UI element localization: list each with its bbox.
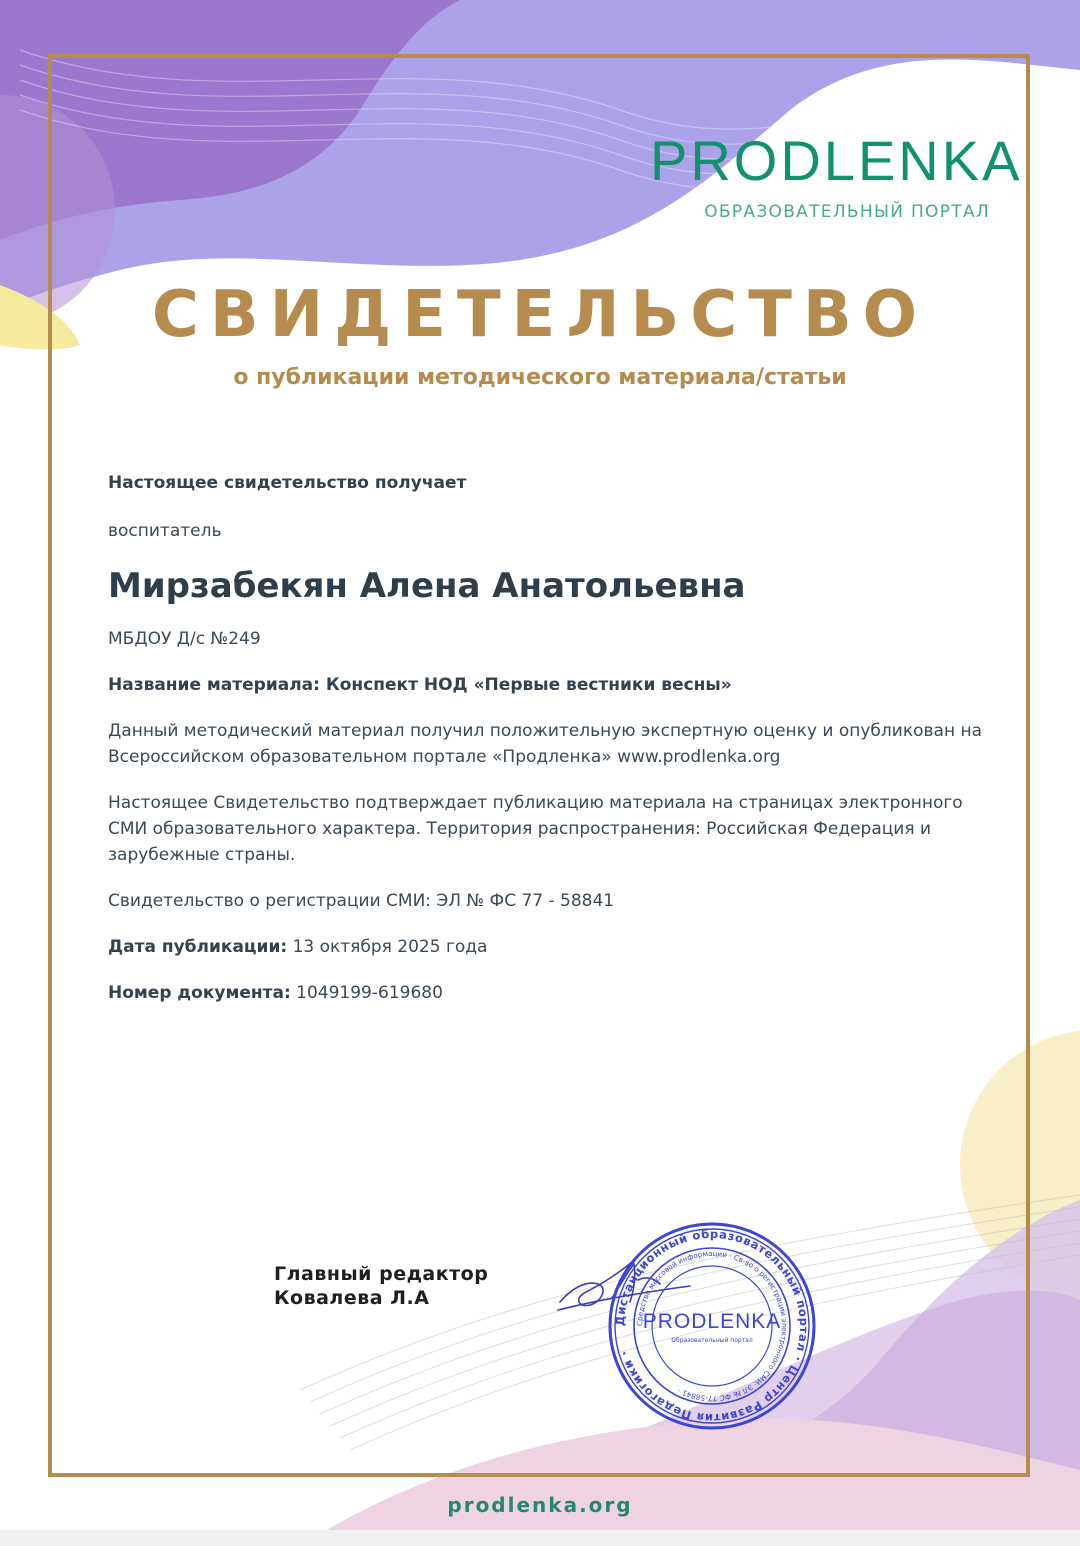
stamp-outer-text: Дистанционный образовательный портал · Центр Развития Педагогики · bbox=[612, 1226, 812, 1426]
brand-block bbox=[650, 129, 1023, 222]
registration-text: Свидетельство о регистрации СМИ: ЭЛ № ФС 77 - 58841 bbox=[108, 891, 615, 911]
footer-url-link[interactable]: prodlenka.org bbox=[447, 1493, 633, 1517]
editor-name: Ковалева Л.А bbox=[274, 1287, 430, 1309]
confirmation-text: Настоящее Свидетельство подтверждает публикацию материала на страницах электронного СМИ образовательного характера. Территория распространения: Российская Федерация и зарубежные страны. bbox=[108, 793, 963, 865]
brand-subtitle: ОБРАЗОВАТЕЛЬНЫЙ ПОРТАЛ bbox=[704, 202, 990, 222]
stamp-inner-text: Средство массовой информации · Св-во о регистрации электронного СМИ: ЭЛ № ФС 77-58841 · bbox=[634, 1248, 790, 1404]
document-number-value: 1049199-619680 bbox=[296, 983, 443, 1003]
material-title: Название материала: Конспект НОД «Первые вестники весны» bbox=[108, 675, 732, 695]
official-stamp bbox=[606, 1220, 818, 1432]
publication-date bbox=[108, 934, 988, 960]
bottom-bar bbox=[0, 1530, 1080, 1546]
document-number bbox=[108, 980, 988, 1006]
stamp-logo-sub: Образовательный портал bbox=[671, 1337, 753, 1344]
document-number-label: Номер документа: bbox=[108, 983, 291, 1003]
publication-date-label: Дата публикации: bbox=[108, 937, 288, 957]
recipient-organization: МБДОУ Д/с №249 bbox=[108, 629, 261, 649]
certificate-subtitle: о публикации методического материала/статьи bbox=[233, 365, 847, 390]
lead-text: Настоящее свидетельство получает bbox=[108, 473, 467, 493]
publication-date-value: 13 октября 2025 года bbox=[292, 937, 488, 957]
stamp-logo: PRODLENKA bbox=[642, 1310, 782, 1333]
editor-position: Главный редактор bbox=[274, 1263, 489, 1285]
recipient-role: воспитатель bbox=[108, 521, 222, 541]
certificate-title: СВИДЕТЕЛЬСТВО bbox=[151, 278, 929, 352]
recipient-name: Мирзабекян Алена Анатольевна bbox=[108, 566, 746, 606]
certificate-body bbox=[108, 470, 988, 1006]
expert-note: Данный методический материал получил положительную экспертную оценку и опубликован на Всероссийском образовательном портале «Продленка» www.prodlenka.org bbox=[108, 721, 982, 767]
brand-logo[interactable]: PRODLENKA bbox=[650, 129, 1023, 192]
editor-block bbox=[274, 1262, 488, 1310]
